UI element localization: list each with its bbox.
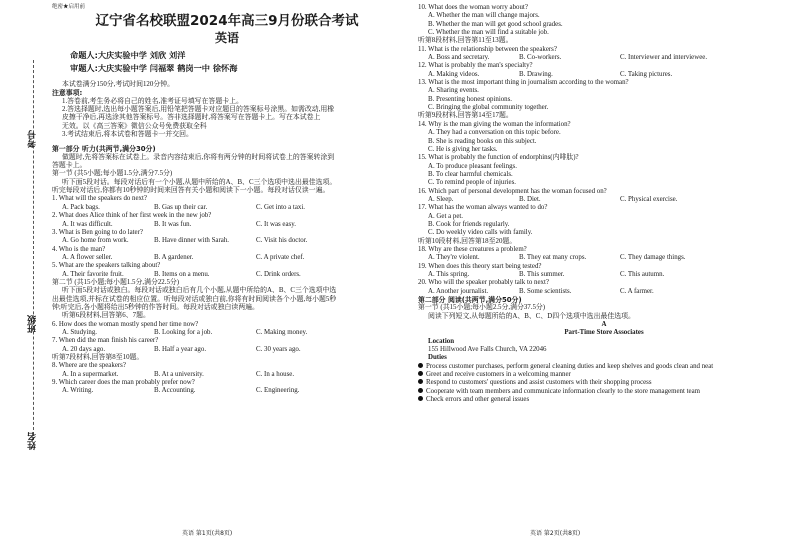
exam-number-label: 考号 <box>28 130 38 148</box>
part-2-section-1-intro: 阅读下列短文,从每题所给的A、B、C、D四个选项中选出最佳选项。 <box>428 312 635 320</box>
class-label: 班级 <box>28 315 38 333</box>
duty-text: Process customer purchases, perform general cleaning duties and keep shelves and goods clean and neat <box>426 362 714 370</box>
note-line: 皮擦干净后,再选涂其他答案标号。答非选择题时,将答案写在答题卡上。写在本试卷上 <box>62 114 321 122</box>
passage-title: Part-Time Store Associates <box>564 329 644 337</box>
option-a: A. Go home from work. <box>62 237 129 245</box>
part-1-heading: 第一部分 听力(共两节,满分30分) <box>52 145 156 154</box>
part-1-intro: 答题卡上。 <box>52 162 87 170</box>
name-label: 姓名 <box>28 432 38 450</box>
question-text: 7. When did the man finish his career? <box>52 337 159 345</box>
confidential-mark: 绝密★启用前 <box>52 4 86 10</box>
duty-item <box>418 388 790 396</box>
question-item <box>52 195 402 212</box>
question-options <box>418 288 790 296</box>
option-a: A. In a supermarket. <box>62 370 119 378</box>
option-c: C. They damage things. <box>620 254 686 262</box>
option-c: C. Bringing the global community together. <box>428 104 549 112</box>
option-a: A. They're violent. <box>428 254 480 262</box>
page-1-content <box>52 4 402 396</box>
question-item <box>418 263 790 280</box>
option-c: C. This autumn. <box>620 271 665 278</box>
question-item <box>418 188 790 205</box>
material-7-note: 听第7段材料,回答第8至10题。 <box>52 354 144 361</box>
bullet-icon <box>418 379 423 384</box>
option-c: C. Making money. <box>256 328 308 336</box>
option-a: A. Studying. <box>62 328 98 336</box>
option-b: B. Co-workers. <box>519 54 562 62</box>
option-b: B. Cook for friends regularly. <box>428 220 510 228</box>
section-1-intro: 听完每段对话后,你都有10秒钟的时间来回答有关小题和阅读下一小题。每段对话仅读一遍。 <box>52 187 330 195</box>
question-text: 10. What does the woman worry about? <box>418 4 528 11</box>
setter-line: 命题人:大庆实验中学 刘欣 刘洋 <box>70 50 186 60</box>
question-text: 11. What is the relationship between the speakers? <box>418 45 557 53</box>
option-c: C. A private chef. <box>256 253 305 261</box>
duty-item <box>418 379 790 387</box>
question-text: 18. Why are these creatures a problem? <box>418 245 527 253</box>
question-text: 6. How does the woman mostly spend her time now? <box>52 320 199 328</box>
section-1-heading: 第一节 (共5小题;每小题1.5分,满分7.5分) <box>52 170 173 178</box>
option-b: B. Some scientists. <box>519 287 572 295</box>
option-c: C. It was easy. <box>256 220 296 228</box>
question-item <box>52 379 402 396</box>
option-c: C. He is giving her tasks. <box>428 145 498 153</box>
question-options <box>52 237 402 245</box>
seal-line <box>33 60 34 440</box>
option-a: A. Get a pet. <box>428 212 464 220</box>
question-options <box>52 387 402 395</box>
page-1-footer: 英语 第1页(共8页) <box>182 530 233 537</box>
section-2-intro: 出最佳选项,并标在试卷的相应位置。听每段对话或独白前,你将有时间阅读各个小题,每小题5秒 <box>52 295 337 303</box>
note-line: 2.答选择题时,选出每小题答案后,用铅笔把答题卡对应题目的答案标号涂黑。如需改动,用橡 <box>62 106 335 114</box>
option-a: A. It was difficult. <box>62 220 113 228</box>
bullet-icon <box>418 396 423 401</box>
option-a: A. Whether the man will change majors. <box>428 12 540 20</box>
question-item <box>418 62 790 79</box>
student-info-margin <box>0 0 50 547</box>
option-c: C. Get into a taxi. <box>256 203 305 211</box>
duty-item <box>418 396 790 404</box>
option-b: B. Items on a menu. <box>154 270 210 278</box>
option-c: C. Engineering. <box>256 387 300 395</box>
material-9-note: 听第9段材料,回答第14至17题。 <box>418 112 513 120</box>
exam-title: 辽宁省名校联盟2024年高三9月份联合考试 <box>95 13 359 29</box>
option-b: B. A gardener. <box>154 253 194 261</box>
exam-info: 本试卷满分150分,考试时间120分钟。 <box>62 81 174 88</box>
option-b: B. Looking for a job. <box>154 328 213 336</box>
notes-heading: 注意事项: <box>52 89 83 98</box>
question-item <box>52 321 402 338</box>
option-b: B. Half a year ago. <box>154 345 207 353</box>
option-c: C. Drink orders. <box>256 270 301 278</box>
option-b: B. Presenting honest opinions. <box>428 95 513 103</box>
question-text: 16. Which part of personal development has the woman focused on? <box>418 187 607 195</box>
option-a: A. Their favorite fruit. <box>62 270 124 278</box>
question-text: 14. Why is the man giving the woman the information? <box>418 120 571 128</box>
option-b: B. She is reading books on this subject. <box>428 137 537 145</box>
question-text: 4. Who is the man? <box>52 245 106 253</box>
material-8-note: 听第8段材料,回答第11至13题。 <box>418 37 513 45</box>
bullet-icon <box>418 371 423 376</box>
section-2-intro: 听下面5段对话或独白。每段对话或独白后有几个小题,从题中所给的A、B、C三个选项中选 <box>62 287 337 295</box>
question-options <box>52 204 402 212</box>
note-line: 3.考试结束后,将本试卷和答题卡一并交回。 <box>62 131 193 139</box>
questions-6-7 <box>52 321 402 354</box>
option-c: C. In a house. <box>256 370 295 378</box>
option-b: B. At a university. <box>154 370 204 378</box>
question-item <box>418 204 790 237</box>
passage-letter: A <box>601 321 607 329</box>
question-item <box>418 121 790 154</box>
duties-heading: Duties <box>428 354 447 362</box>
option-c: C. Whether the man will find a suitable job. <box>428 29 549 37</box>
option-a: A. They had a conversation on this topic before. <box>428 129 561 137</box>
question-options <box>418 254 790 262</box>
question-item <box>52 337 402 354</box>
option-b: B. They eat many crops. <box>519 254 587 262</box>
option-a: A. This spring. <box>428 271 470 278</box>
page-2-content <box>418 4 790 405</box>
section-1-intro: 听下面5段对话。每段对话后有一个小题,从题中所给的A、B、C三个选项中选出最佳选项。 <box>62 178 337 186</box>
question-text: 1. What will the speakers do next? <box>52 195 147 203</box>
question-options <box>418 196 790 204</box>
question-item <box>52 262 402 279</box>
option-c: C. Visit his doctor. <box>256 237 308 245</box>
material-6-note: 听第6段材料,回答第6、7题。 <box>62 312 150 320</box>
duty-item <box>418 371 790 379</box>
option-c: C. Interviewer and interviewee. <box>620 54 708 62</box>
question-text: 8. Where are the speakers? <box>52 362 126 370</box>
question-text: 20. Who will the speaker probably talk to next? <box>418 279 549 287</box>
option-c: C. Do weekly video calls with family. <box>428 229 533 237</box>
question-options <box>52 371 402 379</box>
question-item <box>52 362 402 379</box>
question-options <box>418 71 790 79</box>
question-text: 3. What is Ben going to do later? <box>52 228 143 236</box>
subject-title: 英语 <box>214 31 239 45</box>
location-address: 155 Hillwood Ave Falls Church, VA 22046 <box>428 346 547 354</box>
questions-8-9 <box>52 362 402 395</box>
option-a: A. Writing. <box>62 387 94 395</box>
option-a: A. Sharing events. <box>428 87 479 95</box>
question-options <box>418 271 790 279</box>
question-item <box>418 4 790 37</box>
question-options <box>418 54 790 62</box>
option-c: C. A farmer. <box>620 287 654 295</box>
option-b: B. To clear harmful chemicals. <box>428 170 513 178</box>
option-b: B. Gas up their car. <box>154 203 208 211</box>
section-2-heading: 第二节 (共15小题;每小题1.5分,满分22.5分) <box>52 278 180 286</box>
option-a: A. A flower seller. <box>62 253 113 261</box>
option-b: B. Drawing. <box>519 70 553 78</box>
section-2-intro: 钟;听完后,各小题将给出5秒钟的作答时间。每段对话或独白读两遍。 <box>52 303 259 311</box>
question-text: 2. What does Alice think of her first week in the new job? <box>52 212 212 220</box>
question-text: 9. Which career does the man probably prefer now? <box>52 379 195 387</box>
question-text: 13. What is the most important thing in journalism according to the woman? <box>418 79 629 87</box>
option-c: C. Physical exercise. <box>620 195 678 203</box>
option-b: B. Accounting. <box>154 387 196 395</box>
question-text: 15. What is probably the function of endorphins(内啡肽)? <box>418 154 579 162</box>
option-a: A. Sleep. <box>428 195 454 203</box>
option-c: C. Taking pictures. <box>620 70 673 78</box>
question-options <box>52 271 402 279</box>
option-a: A. Boss and secretary. <box>428 54 490 62</box>
reviewer-line: 审题人:大庆实验中学 闫福翠 鹤岗一中 徐怀海 <box>70 63 238 73</box>
question-options <box>52 254 402 262</box>
question-item <box>418 79 790 112</box>
question-options <box>52 346 402 354</box>
duty-text: Greet and receive customers in a welcoming manner <box>426 371 571 379</box>
exam-page-2 <box>410 0 794 547</box>
bullet-icon <box>418 388 423 393</box>
option-a: A. Another journalist. <box>428 287 489 295</box>
question-text: 19. When does this theory start being tested? <box>418 262 542 270</box>
part-2-heading: 第二部分 阅读(共两节,满分50分) <box>418 296 522 305</box>
question-text: 12. What is probably the man's specialty? <box>418 62 533 70</box>
duty-text: Check errors and other general issues <box>426 396 530 404</box>
duty-text: Respond to customers' questions and assist customers with their shopping process <box>426 379 652 387</box>
option-b: B. Diet. <box>519 195 541 203</box>
question-item <box>418 246 790 263</box>
note-line: 无效。以《高三答案》微信公众号免费获取全科 <box>62 122 207 130</box>
part-1-intro: 做题时,先将答案标在试卷上。录音内容结束后,你将有两分钟的时间将试卷上的答案转涂到 <box>62 153 335 161</box>
question-item <box>52 229 402 246</box>
option-b: B. Whether the man will get good school grades. <box>428 20 563 28</box>
option-a: A. Making videos. <box>428 70 480 78</box>
duty-text: Cooperate with team members and communicate information clearly to the store management team <box>426 387 700 395</box>
question-options <box>52 221 402 229</box>
duty-item <box>418 363 790 371</box>
question-item <box>418 279 790 296</box>
material-10-note: 听第10段材料,回答第18至20题。 <box>418 237 517 245</box>
option-c: C. To remind people of injuries. <box>428 179 516 187</box>
question-item <box>418 154 790 187</box>
part-2-section-1-heading: 第一节 (共15小题;每小题2.5分,满分37.5分) <box>418 304 546 312</box>
question-text: 17. What has the woman always wanted to do? <box>418 204 548 212</box>
questions-1-5 <box>52 195 402 278</box>
option-b: B. It was fun. <box>154 220 192 228</box>
bullet-icon <box>418 363 423 368</box>
option-a: A. Pack bags. <box>62 203 100 211</box>
page-2-footer: 英语 第2页(共8页) <box>530 530 581 537</box>
note-line: 1.答卷前,考生务必将自己的姓名,准考证号填写在答题卡上。 <box>62 97 243 105</box>
option-a: A. To produce pleasant feelings. <box>428 162 517 170</box>
option-b: B. Have dinner with Sarah. <box>154 237 230 245</box>
question-options <box>52 329 402 337</box>
option-a: A. 20 days ago. <box>62 345 106 353</box>
option-b: B. This summer. <box>519 271 565 278</box>
question-item <box>52 246 402 263</box>
question-item <box>52 212 402 229</box>
option-c: C. 30 years ago. <box>256 345 301 353</box>
location-heading: Location <box>428 337 455 345</box>
question-item <box>418 46 790 63</box>
question-text: 5. What are the speakers talking about? <box>52 262 161 270</box>
